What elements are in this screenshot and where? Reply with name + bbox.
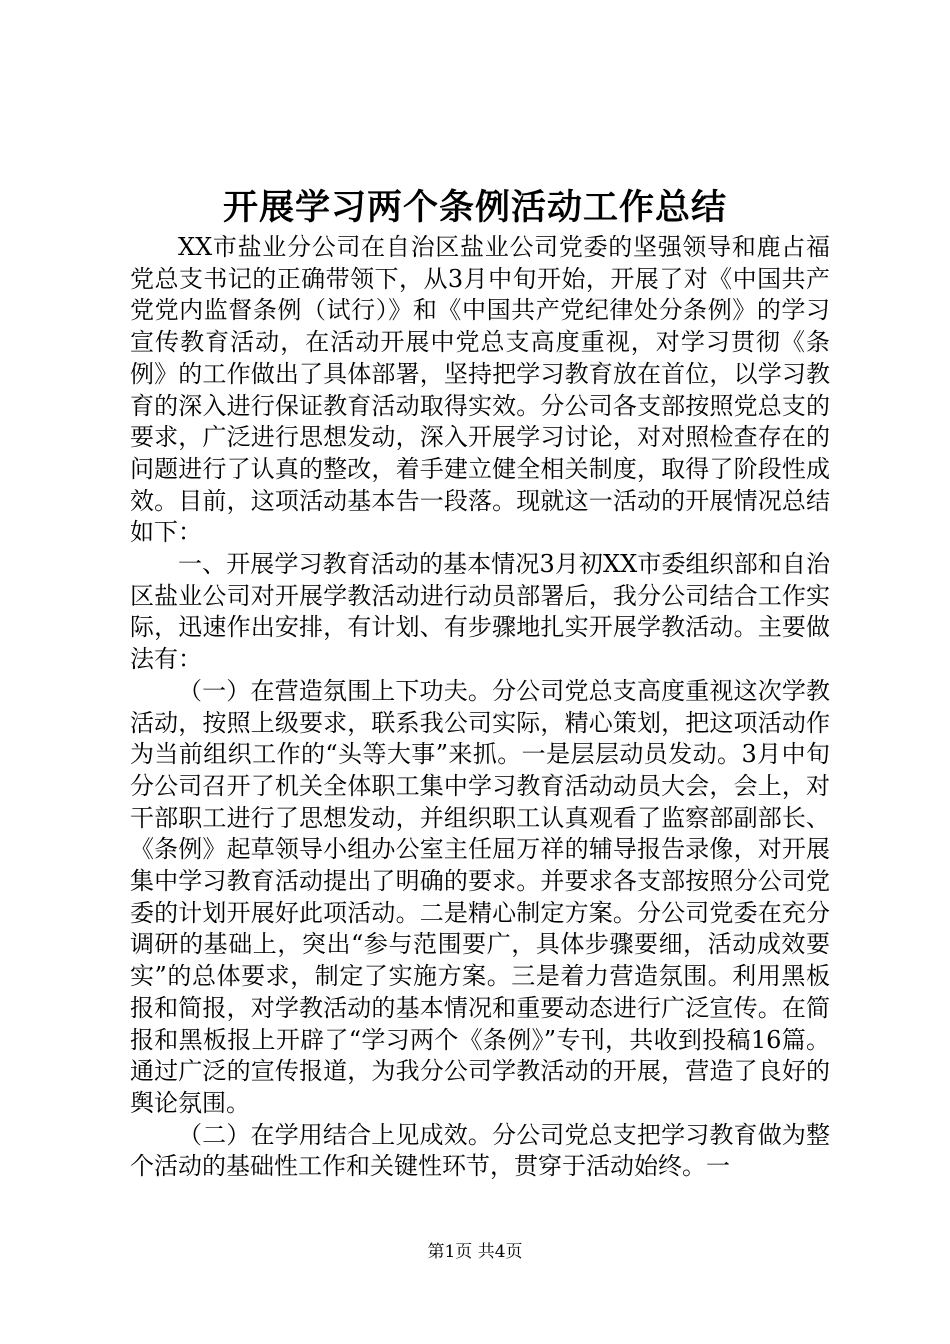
page-footer: 第1页 共4页	[427, 1242, 523, 1262]
paragraph-subsection-one: （一）在营造氛围上下功夫。分公司党总支高度重视这次学教活动，按照上级要求，联系我公司实际，精心策划，把这项活动作为当前组织工作的“头等大事”来抓。一是层层动员发动。3月中旬分公司召开了机关全体职工集中学习教育活动动员大会，会上，对干部职工进行了思想发动，并组织职工认真观看了监察部副部长、《条例》起草领导小组办公室主任屈万祥的辅导报告录像，对开展集中学习教育活动提出了明确的要求。并要求各支部按照分公司党委的计划开展好此项活动。二是精心制定方案。分公司党委在充分调研的基础上，突出“参与范围要广，具体步骤要细，活动成效要实”的总体要求，制定了实施方案。三是着力营造氛围。利用黑板报和简报，对学教活动的基本情况和重要动态进行广泛宣传。在简报和黑板报上开辟了“学习两个《条例》”专刊，共收到投稿16篇。通过广泛的宣传报道，为我分公司学教活动的开展，营造了良好的舆论氛围。	[130, 676, 830, 1117]
paragraph-section-one: 一、开展学习教育活动的基本情况3月初XX市委组织部和自治区盐业公司对开展学教活动进行动员部署后，我分公司结合工作实际，迅速作出安排，有计划、有步骤地扎实开展学教活动。主要做法有：	[130, 550, 830, 674]
document-body	[130, 232, 830, 1183]
paragraph-intro: XX市盐业分公司在自治区盐业公司党委的坚强领导和鹿占福党总支书记的正确带领下，从3月中旬开始，开展了对《中国共产党党内监督条例（试行）》和《中国共产党纪律处分条例》的学习宣传教育活动，在活动开展中党总支高度重视，对学习贯彻《条例》的工作做出了具体部署，坚持把学习教育放在首位，以学习教育的深入进行保证教育活动取得实效。分公司各支部按照党总支的要求，广泛进行思想发动，深入开展学习讨论，对对照检查存在的问题进行了认真的整改，着手建立健全相关制度，取得了阶段性成效。目前，这项活动基本告一段落。现就这一活动的开展情况总结如下：	[130, 233, 830, 547]
document-title: 开展学习两个条例活动工作总结	[222, 187, 727, 228]
paragraph-subsection-two: （二）在学用结合上见成效。分公司党总支把学习教育做为整个活动的基础性工作和关键性环节，贯穿于活动始终。一	[130, 1120, 830, 1181]
